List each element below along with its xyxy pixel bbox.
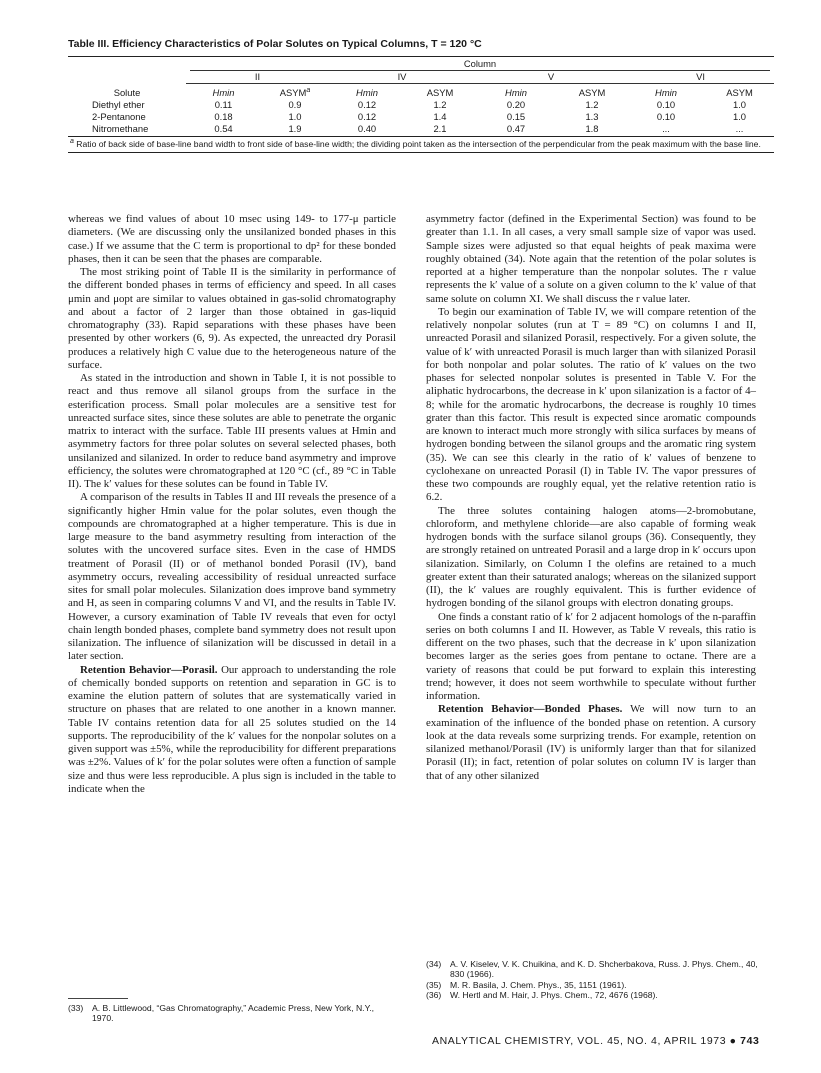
reference-item	[426, 990, 766, 1000]
solute-name: 2-Pentanone	[92, 111, 146, 122]
hmin-value: 0.47	[506, 123, 526, 134]
reference-text: A. B. Littlewood, “Gas Chromatography,” Academic Press, New York, N.Y., 1970.	[92, 1003, 374, 1024]
table-footnote: $^a$ Ratio of back side of base-line band width to front side of base-line width; the dividing point taken as the intersection of the perpendicular from the peak maximum with the base line.	[70, 138, 761, 149]
hmin-value: 0.10	[656, 111, 676, 122]
reference-text: M. R. Basila, J. Chem. Phys., 35, 1151 (1961).	[450, 979, 627, 990]
group-vi: VI	[627, 71, 774, 84]
hmin-value: 0.40	[357, 123, 377, 134]
footnote-rule	[68, 152, 774, 153]
asym-value: 1.2	[433, 99, 447, 110]
page-number: 743	[740, 1035, 760, 1047]
hmin-value: 0.18	[214, 111, 233, 122]
asym-value: 0.9	[288, 99, 302, 110]
hmin-value: 0.54	[214, 123, 233, 134]
hmin-value: 0.15	[506, 111, 526, 122]
paragraph: The most striking point of Table II is the similarity in performance of the different bonded phases in terms of efficiency and speed. In all cases μmin and μopt are similar to values obtained in gas-solid chromatography and about a factor of 2 larger than those obtained in gas-liquid chromatography (33). Rapid separations with these phases have been presented by other workers (6, 9). As expected, the unreacted dry Porasil produces a relatively high C value due to the heterogeneous nature of the surface.	[68, 266, 396, 371]
table-row	[68, 99, 774, 111]
hmin-value: ...	[662, 123, 670, 134]
hmin-header: Hmin	[655, 87, 677, 98]
paragraph: whereas we find values of about 10 msec using 149- to 177-μ particle diameters. (We are discussing only the unsilanized bonded phases in this case.) If we assume that the C term is proportional to dp² for these bonded phases, then it can be seen that the phases are comparable.	[68, 213, 396, 265]
right-text-column	[426, 213, 756, 783]
asym-value: 1.3	[585, 111, 599, 122]
hmin-value: 0.10	[656, 99, 676, 110]
reference-number: (35)	[426, 979, 442, 990]
reference-number: (33)	[68, 1003, 84, 1013]
table-title: Table III. Efficiency Characteristics of Polar Solutes on Typical Columns, T = 120 °C	[68, 38, 482, 50]
references-right	[426, 959, 766, 1001]
asym-header: ASYM$^a$	[279, 86, 311, 98]
paragraph: To begin our examination of Table IV, we will compare retention of the relatively nonpolar solutes (run at T = 89 °C) on columns I and II, unreacted Porasil and silanized Porasil, respectively. For a given solute, the value of k′ with unreacted Porasil is much larger than with silanized Porasil for both nonpolar and polar solutes. The ratio of k′ values on the two phases for selected nonpolar solutes is presented in Table V. For the aliphatic hydrocarbons, the decrease in k′ upon silanization is a factor of 4–8; while for the aromatic hydrocarbons, the decrease is roughly 10 times grater than this factor. This result is expected since aromatic compounds are known to interact much more strongly with silica surfaces by means of hydrogen bonding between the silanol groups and the aromatic ring system (35). We can see this clearly in the ratio of k′ values of benzene to cyclohexane on unreacted Porasil (I) in Table IV. The vapor pressures of these two compounds are roughly equal, yet the relative retention ratio is 6.2.	[426, 305, 756, 504]
paragraph: A comparison of the results in Tables II and III reveals the presence of a significantly higher Hmin value for the polar solutes, even though the compounds are chromatographed at a higher temperature. This is due in large measure to the band asymmetry resulting from interaction of the solutes with the uncovered surface sites. Even in the case of HMDS treatment of Porasil (II) or of methanol bonded Porasil (IV), band asymmetry occurs, revealing accessibility of residual unreacted surface sites for small polar molecules. Silanization does improve band symmetry and H, as seen in comparing columns V and VI, and the results in Table IV. However, a cursory examination of Table IV reveals that even for octyl chain length bonded phases, complete band symmetry does not result upon silanization. The influence of silanization will be discussed in detail in a later section.	[68, 491, 396, 663]
group-v: V	[475, 71, 627, 84]
section-heading: Retention Behavior—Porasil.	[80, 663, 218, 676]
asym-value: 1.0	[732, 111, 747, 122]
solute-header: Solute	[113, 86, 141, 98]
left-text-column	[68, 213, 396, 796]
section-paragraph: Retention Behavior—Bonded Phases. We will now turn to an examination of the influence of the bonded phase on retention. A cursory look at the data reveals some surprizing trends. For example, retention on silanized methanol/Porasil (IV) is uniformly larger than that for silanized Porasil (II); in fact, retention of polar solutes on column IV is larger than that of any other silanized	[426, 703, 756, 782]
column-header: Column	[463, 58, 497, 69]
reference-item	[426, 959, 766, 980]
asym-header: ASYM	[726, 87, 753, 98]
paragraph: As stated in the introduction and shown in Table I, it is not possible to react and thus remove all silanol groups from the surface in the esterification process. Small polar molecules are a sensitive test for unreacted surface sites, since these solutes are able to penetrate the organic matrix to interact with the surface. Table III presents values at Hmin and asymmetry factors for three polar solutes on several selected phases, both unsilanized and silanized. In order to reduce band asymmetry and improve efficiency, the solutes were chromatographed at 120 °C (cf., 89 °C in Table II). The k′ values for these solutes can be found in Table IV.	[68, 372, 396, 490]
table-bottom-rule	[68, 136, 774, 137]
asym-value: 1.0	[288, 111, 302, 122]
section-heading: Retention Behavior—Bonded Phases.	[438, 703, 623, 716]
reference-item	[68, 1003, 396, 1024]
asym-header: ASYM	[578, 87, 606, 98]
group-header-row	[68, 71, 774, 84]
group-iv: IV	[329, 71, 475, 84]
reference-text: A. V. Kiselev, V. K. Chuikina, and K. D. Shcherbakova, Russ. J. Phys. Chem., 40, 830 (1966).	[450, 959, 758, 980]
hmin-header: Hmin	[356, 87, 378, 98]
table-row	[68, 111, 774, 123]
page-footer	[432, 1035, 759, 1047]
solute-name: Nitromethane	[92, 123, 149, 134]
reference-item	[426, 980, 766, 990]
asym-value: 1.8	[585, 123, 599, 134]
paragraph: The three solutes containing halogen atoms—2-bromobutane, chloroform, and methylene chloride—are also capable of forming weak hydrogen bonds with the surface silanol groups (36). Consequently, they are strongly retained on untreated Porasil and a large drop in k′ occurs upon silanization. Similarly, on Column I the olefins are retained to a much greater extent than their saturated analogs; whereas on the silanized support (II), the k′ values are roughly equivalent. This is further evidence of hydrogen bonding of the silanol groups with electron donating groups.	[426, 504, 756, 610]
asym-value: 1.4	[433, 111, 447, 122]
solute-name: Diethyl ether	[92, 99, 145, 110]
hmin-value: 0.11	[214, 99, 233, 110]
references-left	[68, 1003, 396, 1024]
efficiency-table	[68, 57, 774, 135]
asym-value: 2.1	[433, 123, 447, 134]
reference-number: (36)	[426, 990, 442, 1001]
journal-citation: ANALYTICAL CHEMISTRY, VOL. 45, NO. 4, APRIL 1973 ●	[432, 1035, 737, 1047]
table-row	[68, 123, 774, 135]
paragraph: asymmetry factor (defined in the Experimental Section) was found to be greater than 1.1. In all cases, a very small sample size of vapor was used. Sample sizes were adjusted so that equal heights of peak maxima were roughly obtained (34). Note again that the retention of the polar solutes is reported at a higher temperature than the nonpolar solutes. The r value represents the k′ value of a solute on a given column to the k′ value of that same solute on column XI. We shall discuss the r value later.	[426, 213, 756, 305]
hmin-value: 0.12	[357, 111, 377, 122]
reference-text: W. Hertl and M. Hair, J. Phys. Chem., 72, 4676 (1968).	[450, 990, 658, 1001]
hmin-header: Hmin	[212, 87, 235, 98]
paragraph: One finds a constant ratio of k′ for 2 adjacent homologs of the n-paraffin series on both columns I and II. However, as Table V reveals, this ratio is different on the two phases, such that the decrease in k′ upon silanization becomes larger as the series goes from pentane to octane. There are a variety of reasons that could be put forward to explain this interesting trend; however, it does not seem worthwhile to speculate without further information.	[426, 610, 756, 702]
hmin-value: 0.12	[357, 99, 377, 110]
table-body	[68, 99, 774, 135]
asym-value: 1.9	[288, 123, 302, 134]
table-iii	[68, 38, 774, 153]
subheader-row	[68, 84, 774, 100]
hmin-value: 0.20	[506, 99, 526, 110]
footnote-divider	[68, 998, 128, 999]
asym-value: ...	[735, 123, 744, 134]
group-ii: II	[186, 71, 329, 84]
section-paragraph: Retention Behavior—Porasil. Our approach to understanding the role of chemically bonded supports on retention and separation in GC is to examine the elution pattern of solutes that are systematically varied in structure on phases that are related to one another in a known manner. Table IV contains retention data for all 25 solutes studied on the 14 supports. The reproducibility of the k′ values for the nonpolar solutes on a given support was ±5%, while the reproducibility for different preparations was ±2%. Values of k′ for the polar solutes were often a function of sample size and thus were less reproducible. A plus sign is included in the table to indicate when the	[68, 663, 396, 795]
asym-value: 1.0	[732, 99, 747, 110]
reference-number: (34)	[426, 959, 442, 969]
hmin-header: Hmin	[505, 87, 527, 98]
asym-value: 1.2	[585, 99, 599, 110]
asym-header: ASYM	[426, 87, 454, 98]
